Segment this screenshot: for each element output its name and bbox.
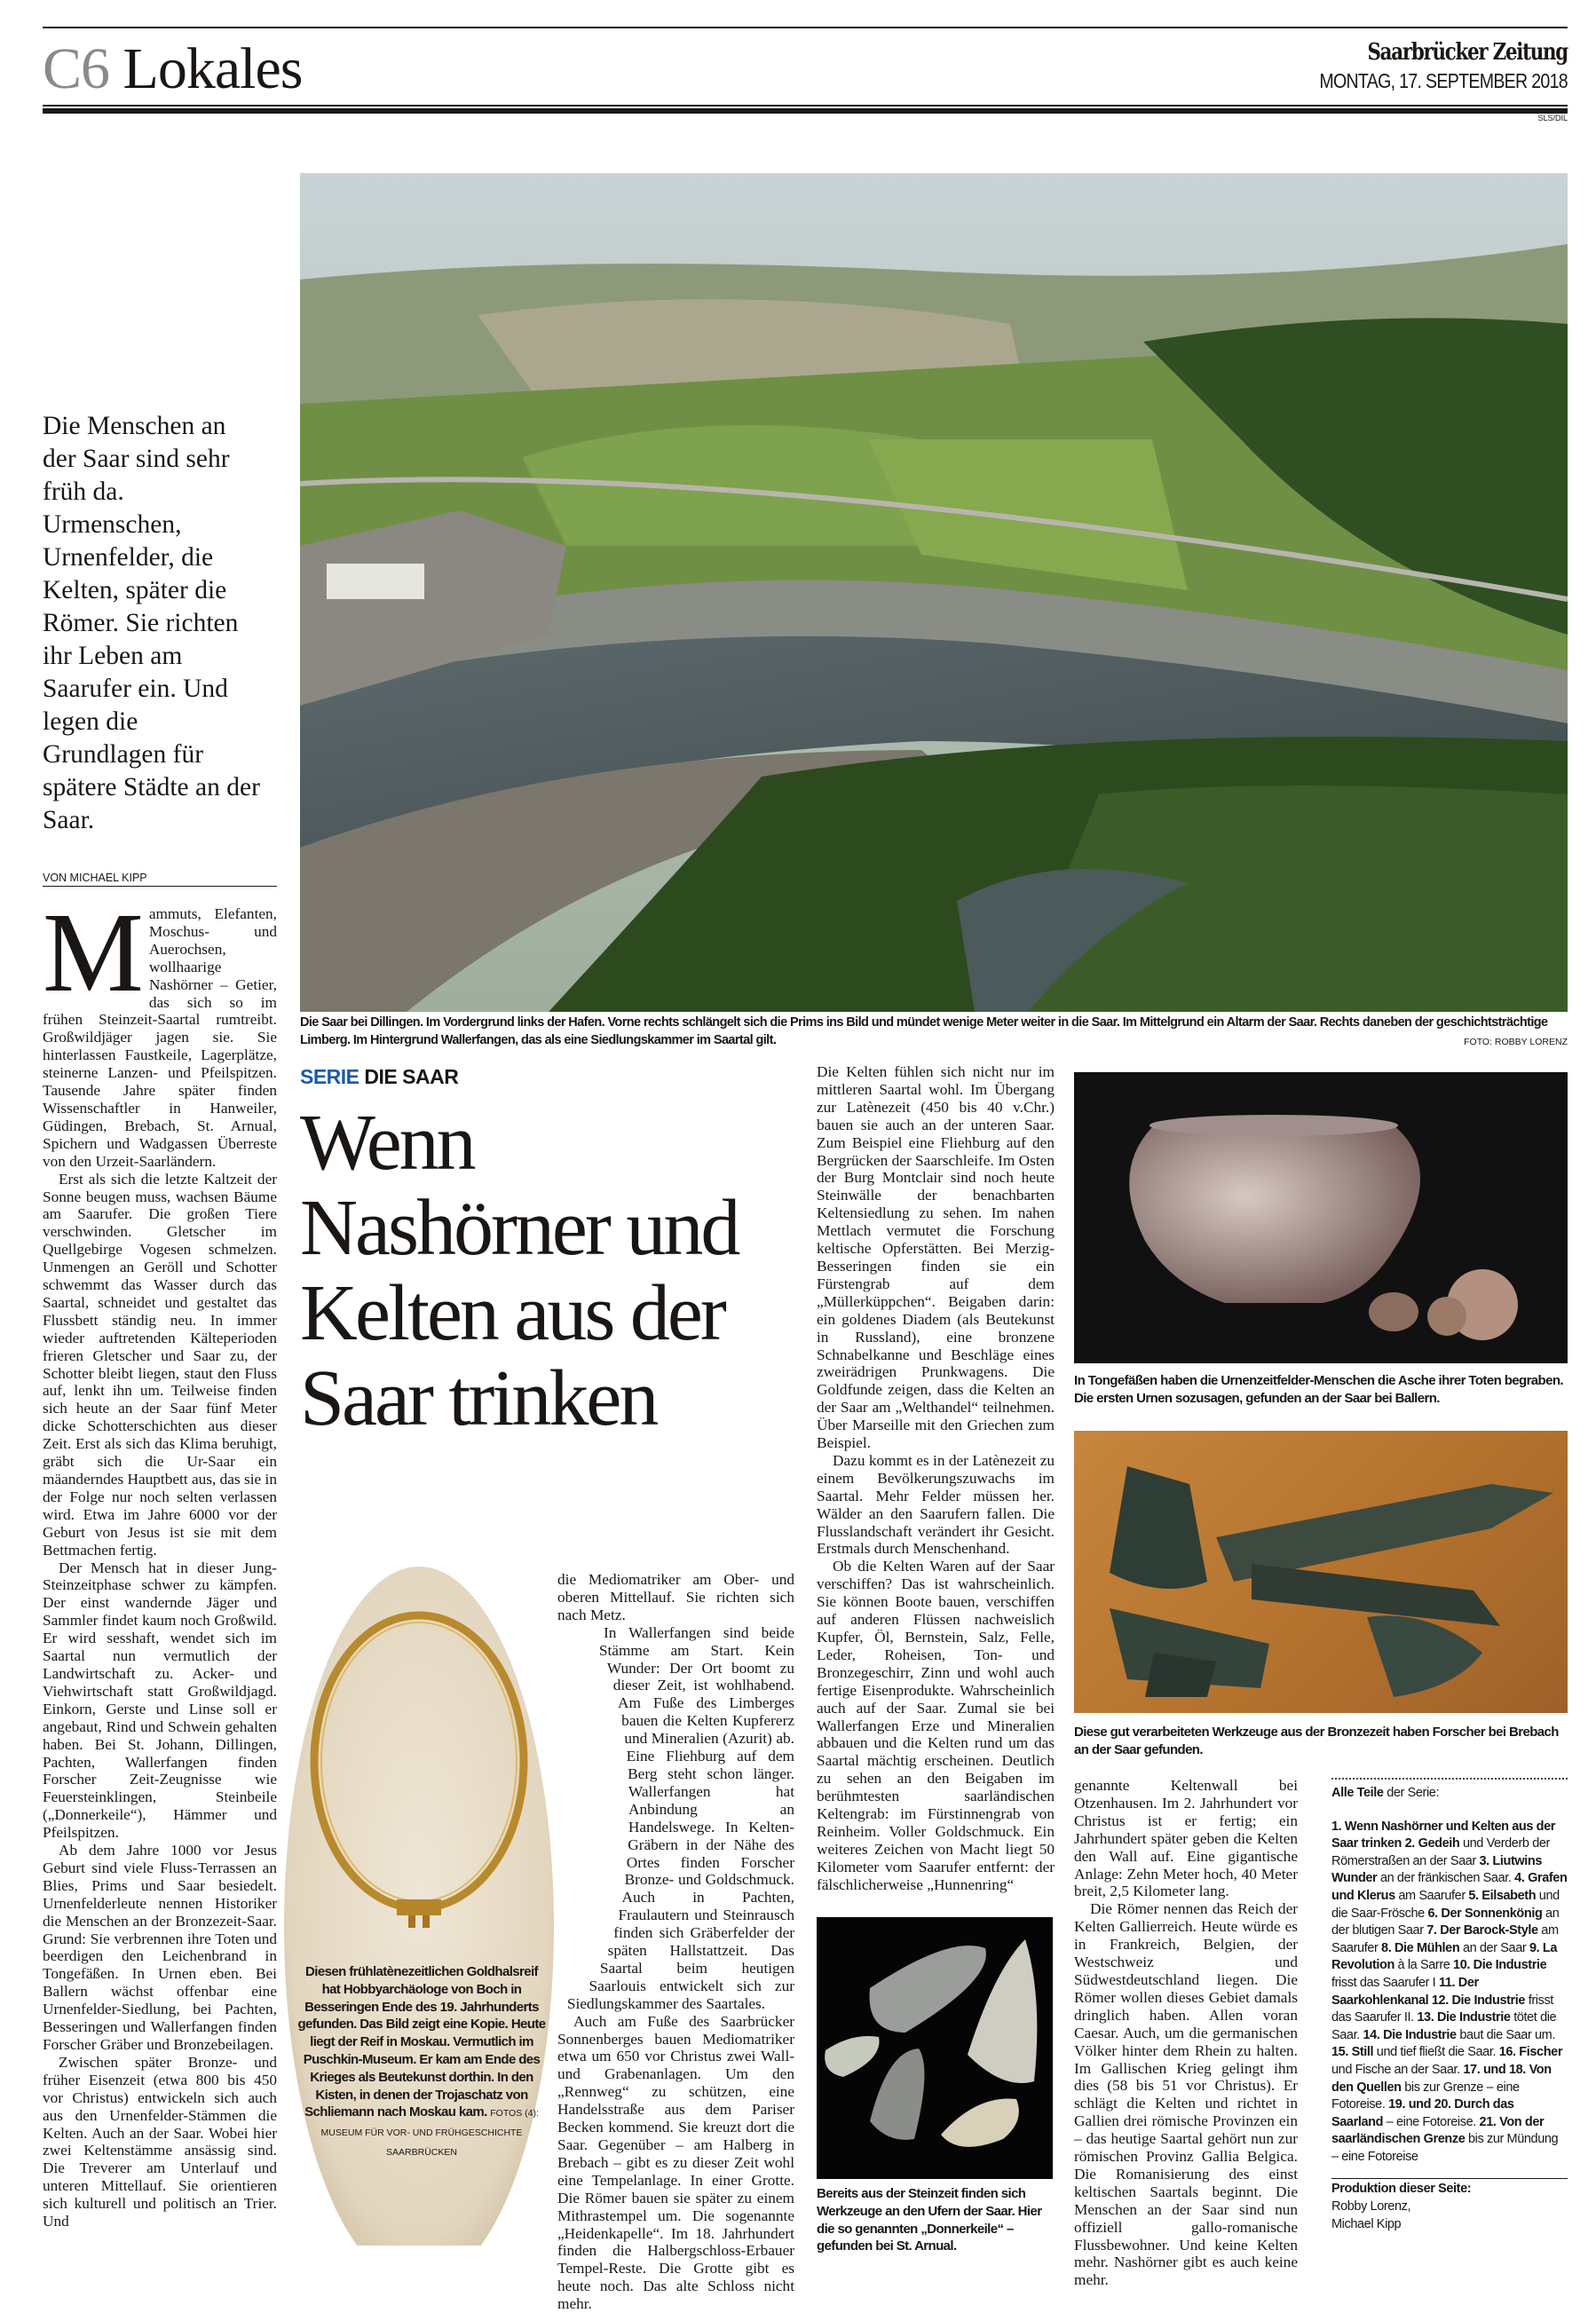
article-paragraph: ammuts, Elefanten, Moschus- und Auerochsen, wollhaarige Nashörner – Getier, das sich so im frühen Steinzeit-Saartal rumtreibt. Großwildjäger jagen sie. Sie hinterlassen Faustkeile, Lagerplätze, steinerne Lanzen- und Pfeilspitzen. Tausende Jahre später finden Wissenschaftler in Hanweiler, Güdingen, Brebach, St. Arnual, Spichern und Wadgassen Überreste von den Urzeit-Saarländern. xyxy=(43,905,277,1170)
stone-axes-caption: Bereits aus der Steinzeit finden sich Werkzeuge an den Ufern der Saar. Hier die so genannten „Donnerkeile“ – gefunden bei St. Arnual. xyxy=(817,2186,1042,2254)
issue-date: MONTAG, 17. SEPTEMBER 2018 xyxy=(1319,69,1568,92)
article-column-3 xyxy=(557,1571,794,2313)
series-part-title: 8. Die Mühlen xyxy=(1378,1940,1460,1955)
article-column-1 xyxy=(43,889,277,2230)
production-credits xyxy=(1331,2178,1568,2233)
series-part-title: 9. La Revolution xyxy=(1331,1940,1557,1973)
series-label xyxy=(300,1065,458,1089)
series-part-desc: tötet die Saar. xyxy=(1331,2010,1557,2042)
necklace-caption xyxy=(297,1963,546,2162)
series-parts-list xyxy=(1331,1819,1568,2167)
series-part-title: 17. und 18. Von den Quellen xyxy=(1331,2062,1552,2095)
article-paragraph: Die Römer nennen das Reich der Kelten Gallierreich. Heute würde es in Frankreich, Belgien, der Westschweiz und Südwestdeutschland liegen. Die Römer wollen dieses Gebiet damals dringlich haben. Allen voran Caesar. Auch, um die germanischen Völker hinter dem Rhein zu halten. Im Gallischen Krieg gelingt ihm dies (58 bis 51 vor Christus). Er schlägt die Kelten und richtet in Gallien drei römische Provinzen ein – das heutige Saartal gehört nun zur römischen Provinz Gallia Belgica. Die Romanisierung des einst keltischen Saartals beginnt. Die Menschen an der Saar sind nun offiziell gallo-romanische Flussbewohner. Und keine Kelten mehr. Nashörner gibt es auch keine mehr. xyxy=(1074,1900,1298,2289)
series-name: DIE SAAR xyxy=(364,1065,459,1088)
caption-text: Die Saar bei Dillingen. Im Vordergrund links der Hafen. Vorne rechts schlängelt sich die Prims ins Bild und mündet wenige Meter weiter in die Saar. Im Mittelgrund ein Altarm der Saar. Rechts daneben der geschichtsträchtige Limberg. Im Hintergrund Wallerfangen, das als eine Siedlungskammer im Saartal gilt. xyxy=(300,1015,1548,1047)
article-paragraph: die Mediomatriker am Ober- und oberen Mittellauf. Sie richten sich nach Metz. xyxy=(557,1571,794,1623)
series-part-title: 14. Die Industrie xyxy=(1359,2027,1457,2042)
section-name: Lokales xyxy=(122,36,303,101)
series-prefix: SERIE xyxy=(300,1065,359,1088)
article-paragraph: Dazu kommt es in der Latènezeit zu einem Bevölkerungszuwachs im Saartal. Mehr Felder müssen her. Wälder an den Saarufern fallen. Die Flusslandschaft verändert ihr Gesicht. Erstmals durch Menschenhand. xyxy=(817,1451,1055,1558)
article-paragraph: Zwischen später Bronze- und früher Eisenzeit (etwa 800 bis 450 vor Christus) entwickeln sich auch aus den Urnenfelder-Stämmen die Kelten. Auch an der Saar. Wobei hier zwei Keltenstämme ansässig sind. Die Treverer am Unterlauf und unteren Mittellauf. Sie orientieren sich kulturell und politisch an Trier. Und xyxy=(43,2053,277,2230)
newspaper-logo: Saarbrücker Zeitung xyxy=(1367,39,1568,66)
aerial-photo-saar-dillingen xyxy=(300,173,1568,1012)
article-column-5 xyxy=(1074,1777,1298,2289)
series-part-title: 1. Wenn Nashörner und Kelten aus der Saar trinken xyxy=(1331,1819,1556,1851)
series-part-title: 16. Fischer xyxy=(1496,2045,1563,2060)
article-column-4 xyxy=(817,1063,1055,1894)
series-part-desc: und Fische an der Saar. xyxy=(1331,2062,1460,2077)
series-part-desc: an der Saar xyxy=(1459,1940,1527,1955)
photo-credit: FOTOS (4): MUSEUM FÜR VOR- UND FRÜHGESCHICHTE SAARBRÜCKEN xyxy=(320,2108,539,2158)
series-overview-box xyxy=(1331,1778,1568,2233)
headline: Wenn Nashörner und Kelten aus der Saar trinken xyxy=(300,1099,739,1442)
production-name: Robby Lorenz, xyxy=(1331,2199,1411,2214)
article-paragraph: genannte Keltenwall bei Otzenhausen. Im 2. Jahrhundert vor Christus ist er fertig; ein Jahrhundert später geben die Kelten den Wall auf. Eine gigantische Anlage: Zehn Meter hoch, 40 Meter breit, 2,5 Kilometer lang. xyxy=(1074,1777,1298,1900)
series-part-desc: – eine Fotoreise. xyxy=(1383,2114,1476,2129)
photo-credit: FOTO: ROBBY LORENZ xyxy=(1464,1037,1568,1047)
page-number: C6 xyxy=(43,36,110,101)
series-part-desc: am Saarufer xyxy=(1395,1888,1466,1903)
article-paragraph: In Wallerfangen sind beide Stämme am Start. Kein Wunder: Der Ort boomt zu dieser Zeit, ist wohlhabend. Am Fuße des Limberges bauen die Kelten Kupfererz und Mineralien (Azurit) ab. Eine Fliehburg auf dem Berg steht schon länger. Wallerfangen hat Anbindung an Handelswege. In Kelten-Gräbern in der Nähe des Ortes finden Forscher Bronze- und Goldschmuck. Auch in Pachten, Fraulautern und Steinrausch finden sich Gräberfelder der späten Hallstattzeit. Das Saartal beim heutigen Saarlouis entwickelt sich zur Siedlungskammer des Saartales. xyxy=(566,1623,794,2012)
main-photo-caption xyxy=(300,1014,1568,1051)
header-rule-thick xyxy=(43,108,1568,114)
series-part-title: 13. Die Industrie xyxy=(1413,2010,1511,2025)
series-part-desc: und tief fließt die Saar. xyxy=(1373,2045,1497,2060)
article-paragraph: Der Mensch hat in dieser Jung-Steinzeitphase schwer zu kämpfen. Der einst wandernde Jäger und Sammler findet kaum noch Großwild. Er wird sesshaft, wendet sich im Saartal nun vermutlich der Landwirtschaft zu. Acker- und Viehwirtschaft statt Großwildjagd. Einkorn, Gerste und Linse soll er angebaut, Rind und Schwein gehalten haben. Bei St. Johann, Dillingen, Pachten, Wallerfangen finden Forscher Zeit-Zeugnisse wie Feuersteinklingen, Steinbeile („Donnerkeile“), Hämmer und Pfeilspitzen. xyxy=(43,1559,277,1842)
series-part-desc: und Verderb der Römerstraßen an der Saar xyxy=(1331,1836,1550,1868)
series-part-desc: frisst das Saarufer II. xyxy=(1331,1993,1553,2025)
series-box-title-rest: der Serie: xyxy=(1383,1786,1440,1800)
production-label: Produktion dieser Seite: xyxy=(1331,2182,1472,2197)
production-name: Michael Kipp xyxy=(1331,2216,1402,2231)
series-part-desc: baut die Saar um. xyxy=(1456,2027,1555,2042)
header-top-rule xyxy=(43,27,1568,28)
header-rule-thin xyxy=(43,105,1568,107)
series-part-desc: bis zur Mündung – eine Fotoreise xyxy=(1331,2132,1559,2164)
series-part-desc: frisst das Saarufer I xyxy=(1331,1975,1436,1990)
page-code: SLS/DIL xyxy=(1537,114,1568,122)
series-part-title: 12. Die Industrie xyxy=(1428,1993,1526,2008)
series-box-title xyxy=(1331,1785,1568,1803)
series-part-title: 19. und 20. Durch das Saarland xyxy=(1331,2097,1514,2129)
article-paragraph: Die Kelten fühlen sich nicht nur im mittleren Saartal wohl. Im Übergang zur Latènezeit (450 bis 40 v.Chr.) bauen sie auch an der unteren Saar. Zum Beispiel eine Fliehburg auf den Bergrücken der Saarschleife. Im Osten der Burg Montclair sind noch heute Steinwälle der benachbarten Keltensiedlung zu sehen. Im nahen Mettlach vermutet die Forschung keltische Opferstätten. Bei Merzig-Besseringen finden sie ein Fürstengrab auf dem „Müllerküppchen“. Beigaben darin: ein goldenes Diadem (als Beutekunst in Russland), eine bronzene Schnabelkanne und Beschläge eines zweirädrigen Prunkwagens. Die Goldfunde zeigen, dass die Kelten an der Saar am „Welthandel“ teilnehmen. Über Marseille mit den Griechen zum Beispiel. xyxy=(817,1063,1055,1452)
series-part-desc: und die Saar-Frösche xyxy=(1331,1888,1560,1921)
series-part-title: 3. Liutwins Wunder xyxy=(1331,1853,1543,1886)
series-part-title: 10. Die Industrie xyxy=(1450,1958,1547,1973)
series-part-title: 2. Gedeih xyxy=(1402,1836,1460,1851)
series-part-title: 4. Grafen und Klerus xyxy=(1331,1871,1568,1903)
article-paragraph: Auch am Fuße des Saarbrücker Sonnenberges bauen Mediomatriker etwa um 650 vor Christus zwei Wall- und Grabenanlagen. Um den „Rennweg“ zu schützen, eine Handelsstraße aus dem Pariser Becken kommend. Sie kreuzt dort die Saar. Gegenüber – am Halberg in Brebach – gibt es zu dieser Zeit wohl eine Tempelanlage. In einer Grotte. Die Römer bauen sie später zu einem Mithrastempel um. Die sogenannte „Heidenkapelle“. Im 18. Jahrhundert finden die Halbergschloss-Erbauer Tempel-Reste. Die Grotte gibt es heute noch. Das alte Schloss nicht mehr. xyxy=(557,2012,794,2313)
urns-caption: In Tongefäßen haben die Urnenzeitfelder-Menschen die Asche ihrer Toten begraben. Die ersten Urnen sozusagen, gefunden an der Saar bei Ballern. xyxy=(1074,1373,1563,1406)
series-part-title: 6. Der Sonnenkönig xyxy=(1424,1906,1543,1921)
series-part-desc: bis zur Grenze – eine Fotoreise. xyxy=(1331,2080,1520,2112)
series-part-title: 5. Eilsabeth xyxy=(1465,1888,1537,1903)
series-part-title: 11. Der Saarkohlenkanal xyxy=(1331,1975,1479,2008)
article-paragraph: Ob die Kelten Waren auf der Saar verschiffen? Das ist wahrscheinlich. Sie können Boote bauen, verschiffen auf anderen Flüssen nachweislich Kupfer, Öl, Bernstein, Salz, Felle, Leder, Roheisen, Ton- und Bronzegeschirr, Zinn und wohl auch fertige Eisenprodukte. Wahrscheinlich auch auf der Saar. Zumal sie bei Wallerfangen Erze und Mineralien abbauen und die Kelten rund um das Saartal mächtig erscheinen. Deutlich zu sehen an den Beigaben im berühmtesten saarländischen Keltengrab: im Fürstinnengrab von Reinheim. Voller Goldschmuck. Ein weiteres Zeichen von Macht liegt 50 Kilometer vom Saarufer entfernt: der fälschlicherweise „Hunnenring“ xyxy=(817,1558,1055,1893)
drop-cap: M xyxy=(43,889,144,1015)
series-box-title-bold: Alle Teile xyxy=(1331,1786,1384,1800)
caption-text: Diesen frühlatènezeitlichen Goldhalsreif hat Hobbyarchäologe von Boch in Besseringen Ende des 19. Jahrhunderts gefunden. Das Bild zeigt eine Kopie. Heute liegt der Reif in Moskau. Vermutlich im Puschkin-Museum. Er kam am Ende des Krieges als Beutekunst dorthin. In den Kisten, in denen der Trojaschatz von Schliemann nach Moskau kam. xyxy=(297,1964,546,2120)
article-paragraph: Ab dem Jahre 1000 vor Jesus Geburt sind viele Fluss-Terrassen an Blies, Prims und Saar besiedelt. Urnenfelderleute nennen Historiker die Menschen an der Bronzezeit-Saar. Grund: Sie verbrennen ihre Toten und beerdigen den Leichenbrand in Tongefäßen. In Urnen eben. Bei Ballern wächst offenbar eine Urnenfelder-Siedlung, bei Pachten, Besseringen und Wallerfangen finden Forscher Gräber und Bronzebeilagen. xyxy=(43,1842,277,2053)
article-intro: Die Menschen an der Saar sind sehr früh da. Urmenschen, Urnenfelder, die Kelten, später die Römer. Sie richten ihr Leben am Saarufer ein. Und legen die Grundlagen für spätere Städte an der Saar. xyxy=(43,412,260,834)
byline: VON MICHAEL KIPP xyxy=(43,872,277,887)
bronze-tools-photo xyxy=(1074,1431,1568,1713)
series-part-title: 21. Von der saarländischen Grenze xyxy=(1331,2114,1545,2147)
series-part-title: 7. Der Barock-Style xyxy=(1423,1923,1538,1938)
urns-photo xyxy=(1074,1072,1568,1363)
series-part-desc: à la Sarre xyxy=(1394,1958,1450,1973)
series-part-desc: am Saarufer xyxy=(1331,1923,1559,1955)
series-part-title: 15. Still xyxy=(1331,2045,1374,2060)
stone-axes-photo xyxy=(817,1917,1053,2179)
bronze-tools-caption: Diese gut verarbeiteten Werkzeuge aus der Bronzezeit haben Forscher bei Brebach an der Saar gefunden. xyxy=(1074,1725,1559,1757)
article-paragraph: Erst als sich die letzte Kaltzeit der Sonne beugen muss, wachsen Bäume am Saarufer. Die großen Tiere verschwinden. Gletscher im Quellgebirge Vogesen schmelzen. Unmengen an Geröll und Schotter schwemmt das Wasser durch das Saartal, schneidet und gestaltet das Flussbett ständig neu. In immer wieder auftretenden Kälteperioden frieren Gletscher und Saar zu, der Schotter bleibt liegen, staut den Fluss auf, lenkt ihn um. Teilweise finden sich heute an der Saar fünf Meter dicke Schotterschichten aus dieser Zeit. Erst als sich das Klima beruhigt, gräbt sich die Ur-Saar ein mäanderndes Hauptbett aus, das sie in der Folge nur noch selten verlassen wird. Etwa im Jahre 6000 vor der Geburt von Jesus ist sie mit dem Bettmachen fertig. xyxy=(43,1170,277,1559)
series-part-desc: an der fränkischen Saar. xyxy=(1377,1871,1512,1886)
series-part-desc: an der blutigen Saar xyxy=(1331,1906,1560,1938)
section-title xyxy=(43,36,302,103)
